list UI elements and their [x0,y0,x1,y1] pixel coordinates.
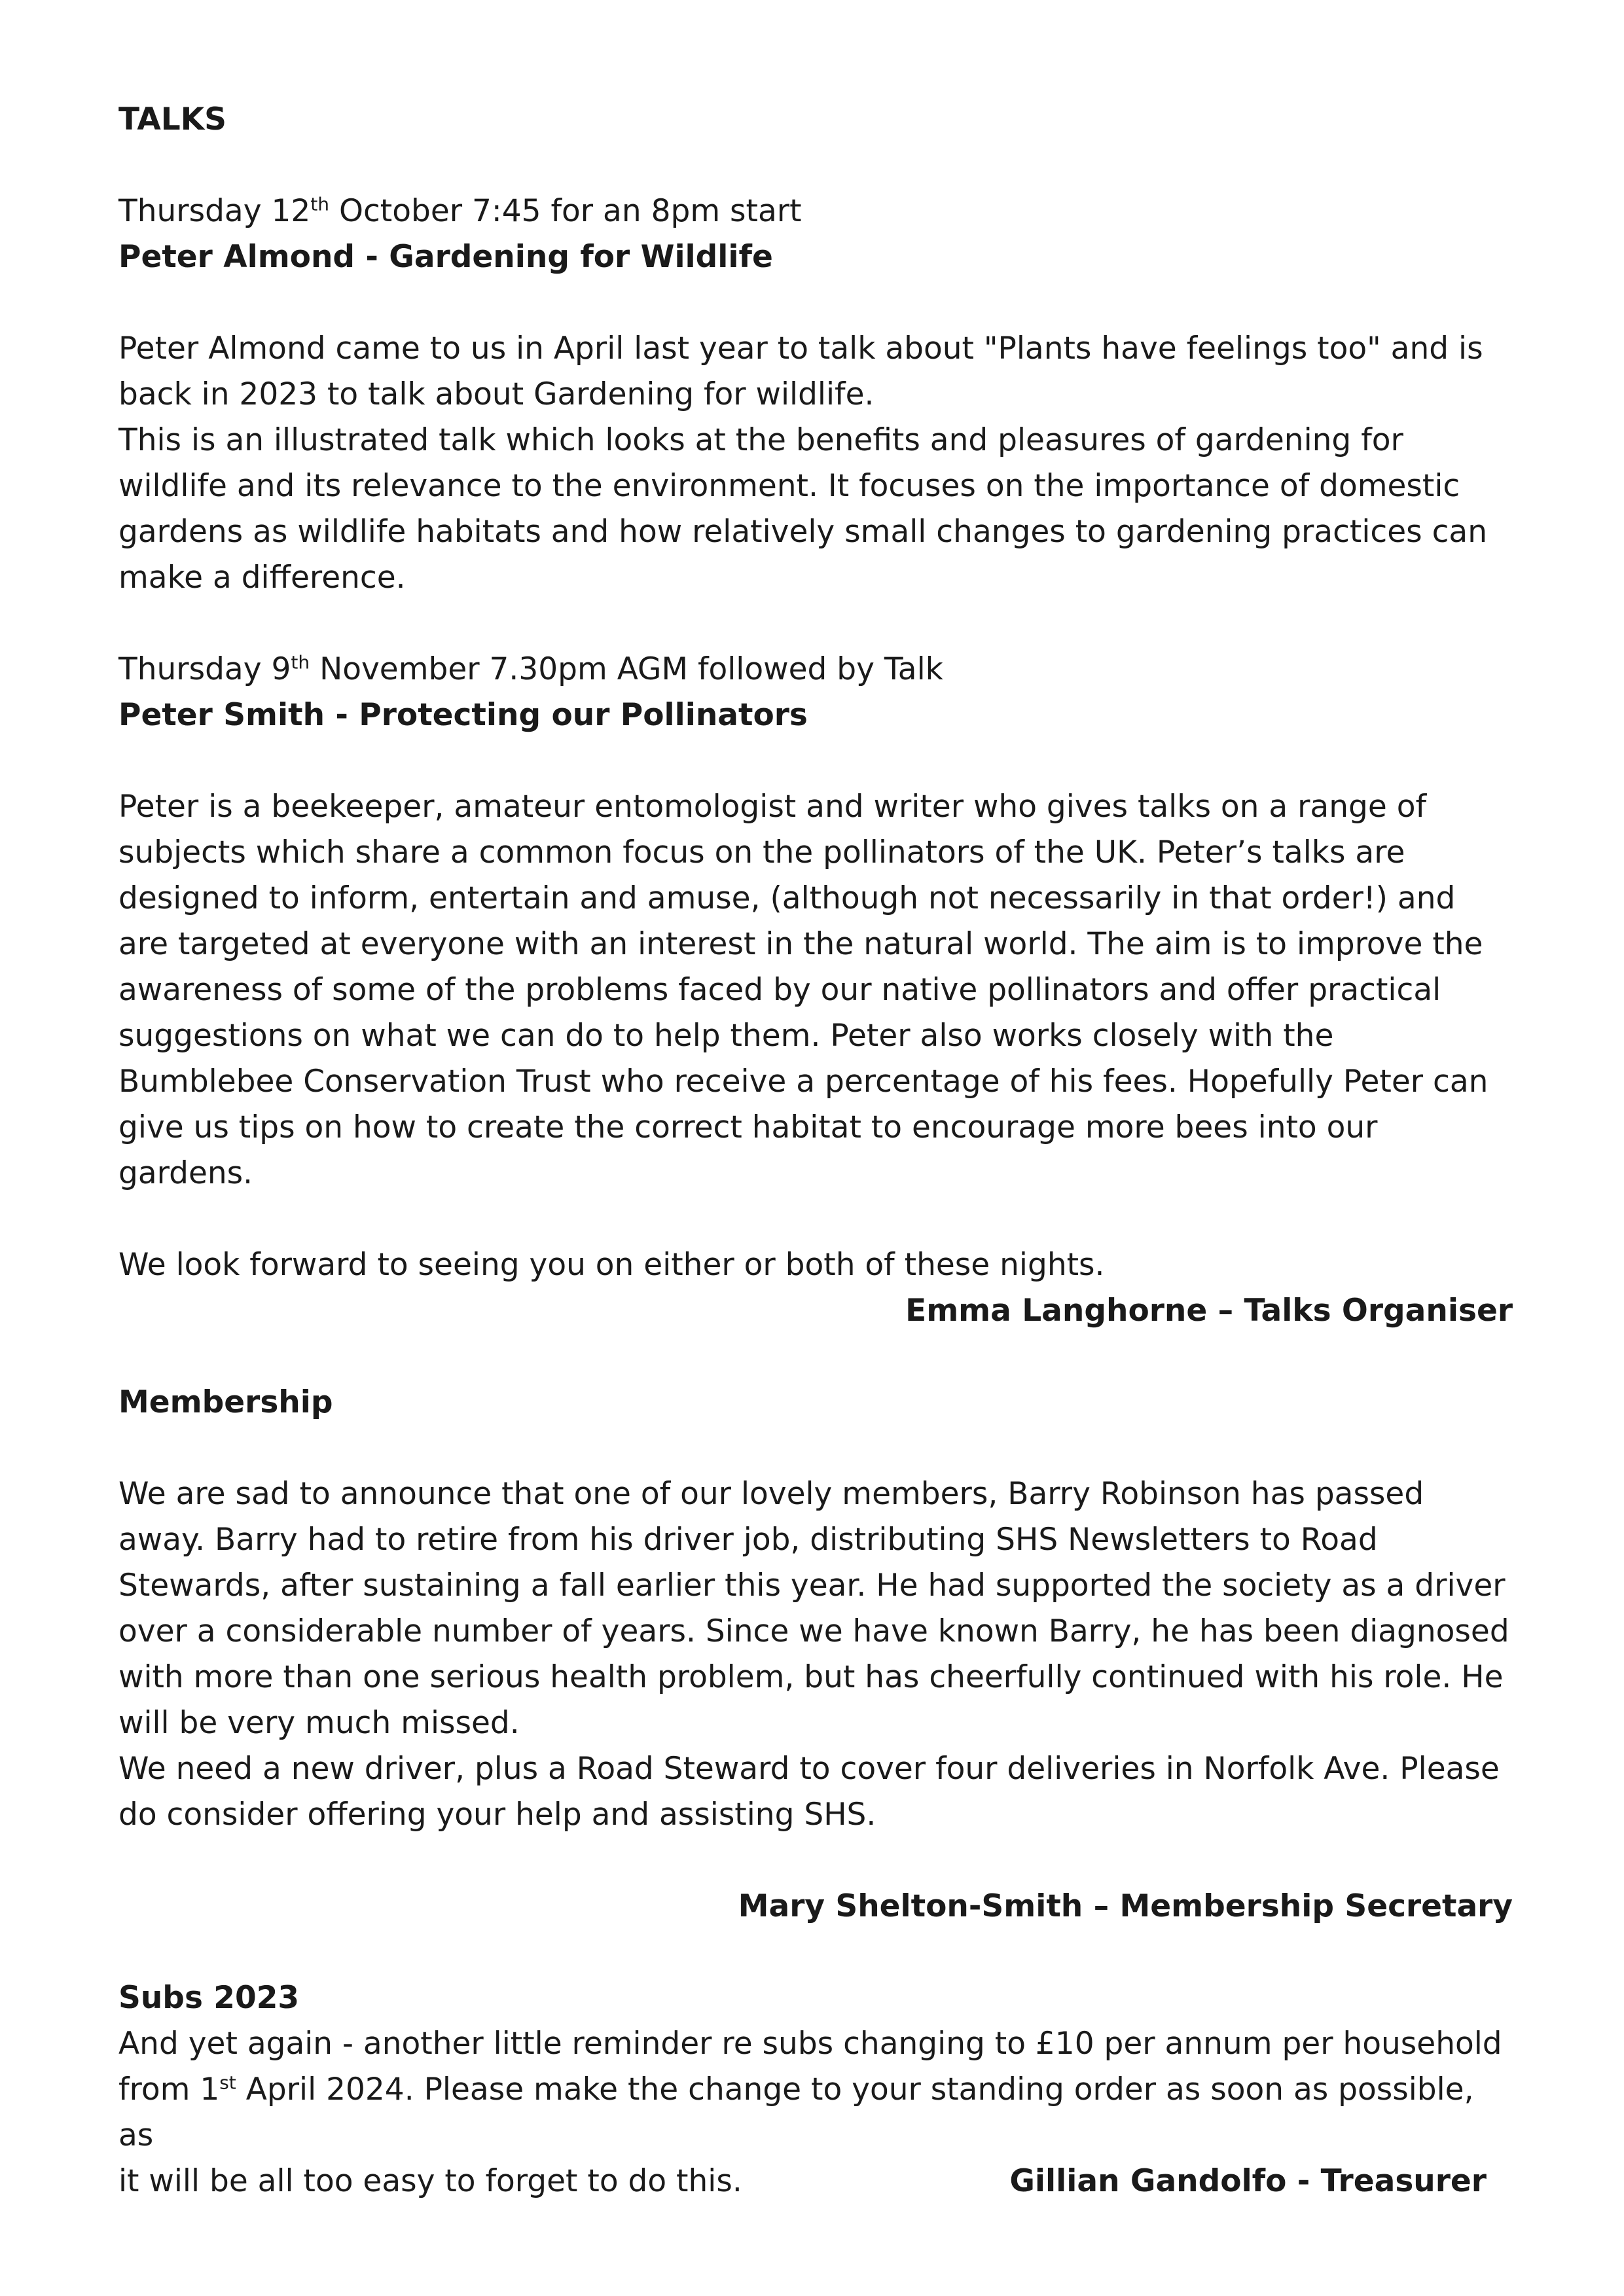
newsletter-page [118,97,1513,2204]
subs-section [118,1975,1513,2204]
membership-section [118,1380,1513,1929]
talk2-date: Thursday 9th November 7.30pm AGM followed by Talk [118,651,943,687]
subs-heading: Subs 2023 [118,1980,300,2016]
talks-section [118,97,1513,1334]
talk2-description: Peter is a beekeeper, amateur entomologist and writer who gives talks on a range of subjects which share a common focus on the pollinators of the UK. Peter’s talks are designed to inform, entertain and amuse, (although not necessarily in that order!) and are targeted at everyone with an interest in the natural world. The aim is to improve the awareness of some of the problems faced by our native pollinators and offer practical suggestions on what we can do to help them. Peter also works closely with the Bumblebee Conservation Trust who receive a percentage of his fees. Hopefully Peter can give us tips on how to create the correct habitat to encourage more bees into our gardens. [118,789,1489,1191]
talks-heading: TALKS [118,101,227,137]
talk2-title: Peter Smith - Protecting our Pollinators [118,697,808,733]
membership-signature: Mary Shelton-Smith – Membership Secretary [738,1888,1513,1924]
talks-signature: Emma Langhorne – Talks Organiser [905,1293,1513,1329]
subs-signature: Gillian Gandolfo - Treasurer [1009,2163,1487,2199]
subs-line-3 [118,2159,1513,2204]
membership-heading: Membership [118,1384,333,1420]
subs-line-1: And yet again - another little reminder re subs changing to £10 per annum per household [118,2026,1502,2062]
membership-request: We need a new driver, plus a Road Steward to cover four deliveries in Norfolk Ave. Please do consider offering your help and assisting SHS. [118,1751,1500,1833]
talk1-title: Peter Almond - Gardening for Wildlife [118,239,773,275]
talk1-date: Thursday 12th October 7:45 for an 8pm start [118,193,802,229]
subs-line-3-text: it will be all too easy to forget to do this. [118,2163,742,2199]
membership-announcement: We are sad to announce that one of our lovely members, Barry Robinson has passed away. Barry had to retire from his driver job, distributing SHS Newsletters to Road Stewards, after sustaining a fall earlier this year. He had supported the society as a driver over a considerable number of years. Since we have known Barry, he has been diagnosed with more than one serious health problem, but has cheerfully continued with his role. He will be very much missed. [118,1476,1509,1741]
subs-line-2: from 1st April 2024. Please make the change to your standing order as soon as possible, as [118,2072,1474,2153]
talk1-details: This is an illustrated talk which looks at the benefits and pleasures of gardening for wildlife and its relevance to the environment. It focuses on the importance of domestic gardens as wildlife habitats and how relatively small changes to gardening practices can make a difference. [118,422,1488,596]
talk1-description: Peter Almond came to us in April last year to talk about "Plants have feelings too" and is back in 2023 to talk about Gardening for wildlife. [118,331,1483,412]
talks-closing: We look forward to seeing you on either or both of these nights. [118,1247,1105,1283]
